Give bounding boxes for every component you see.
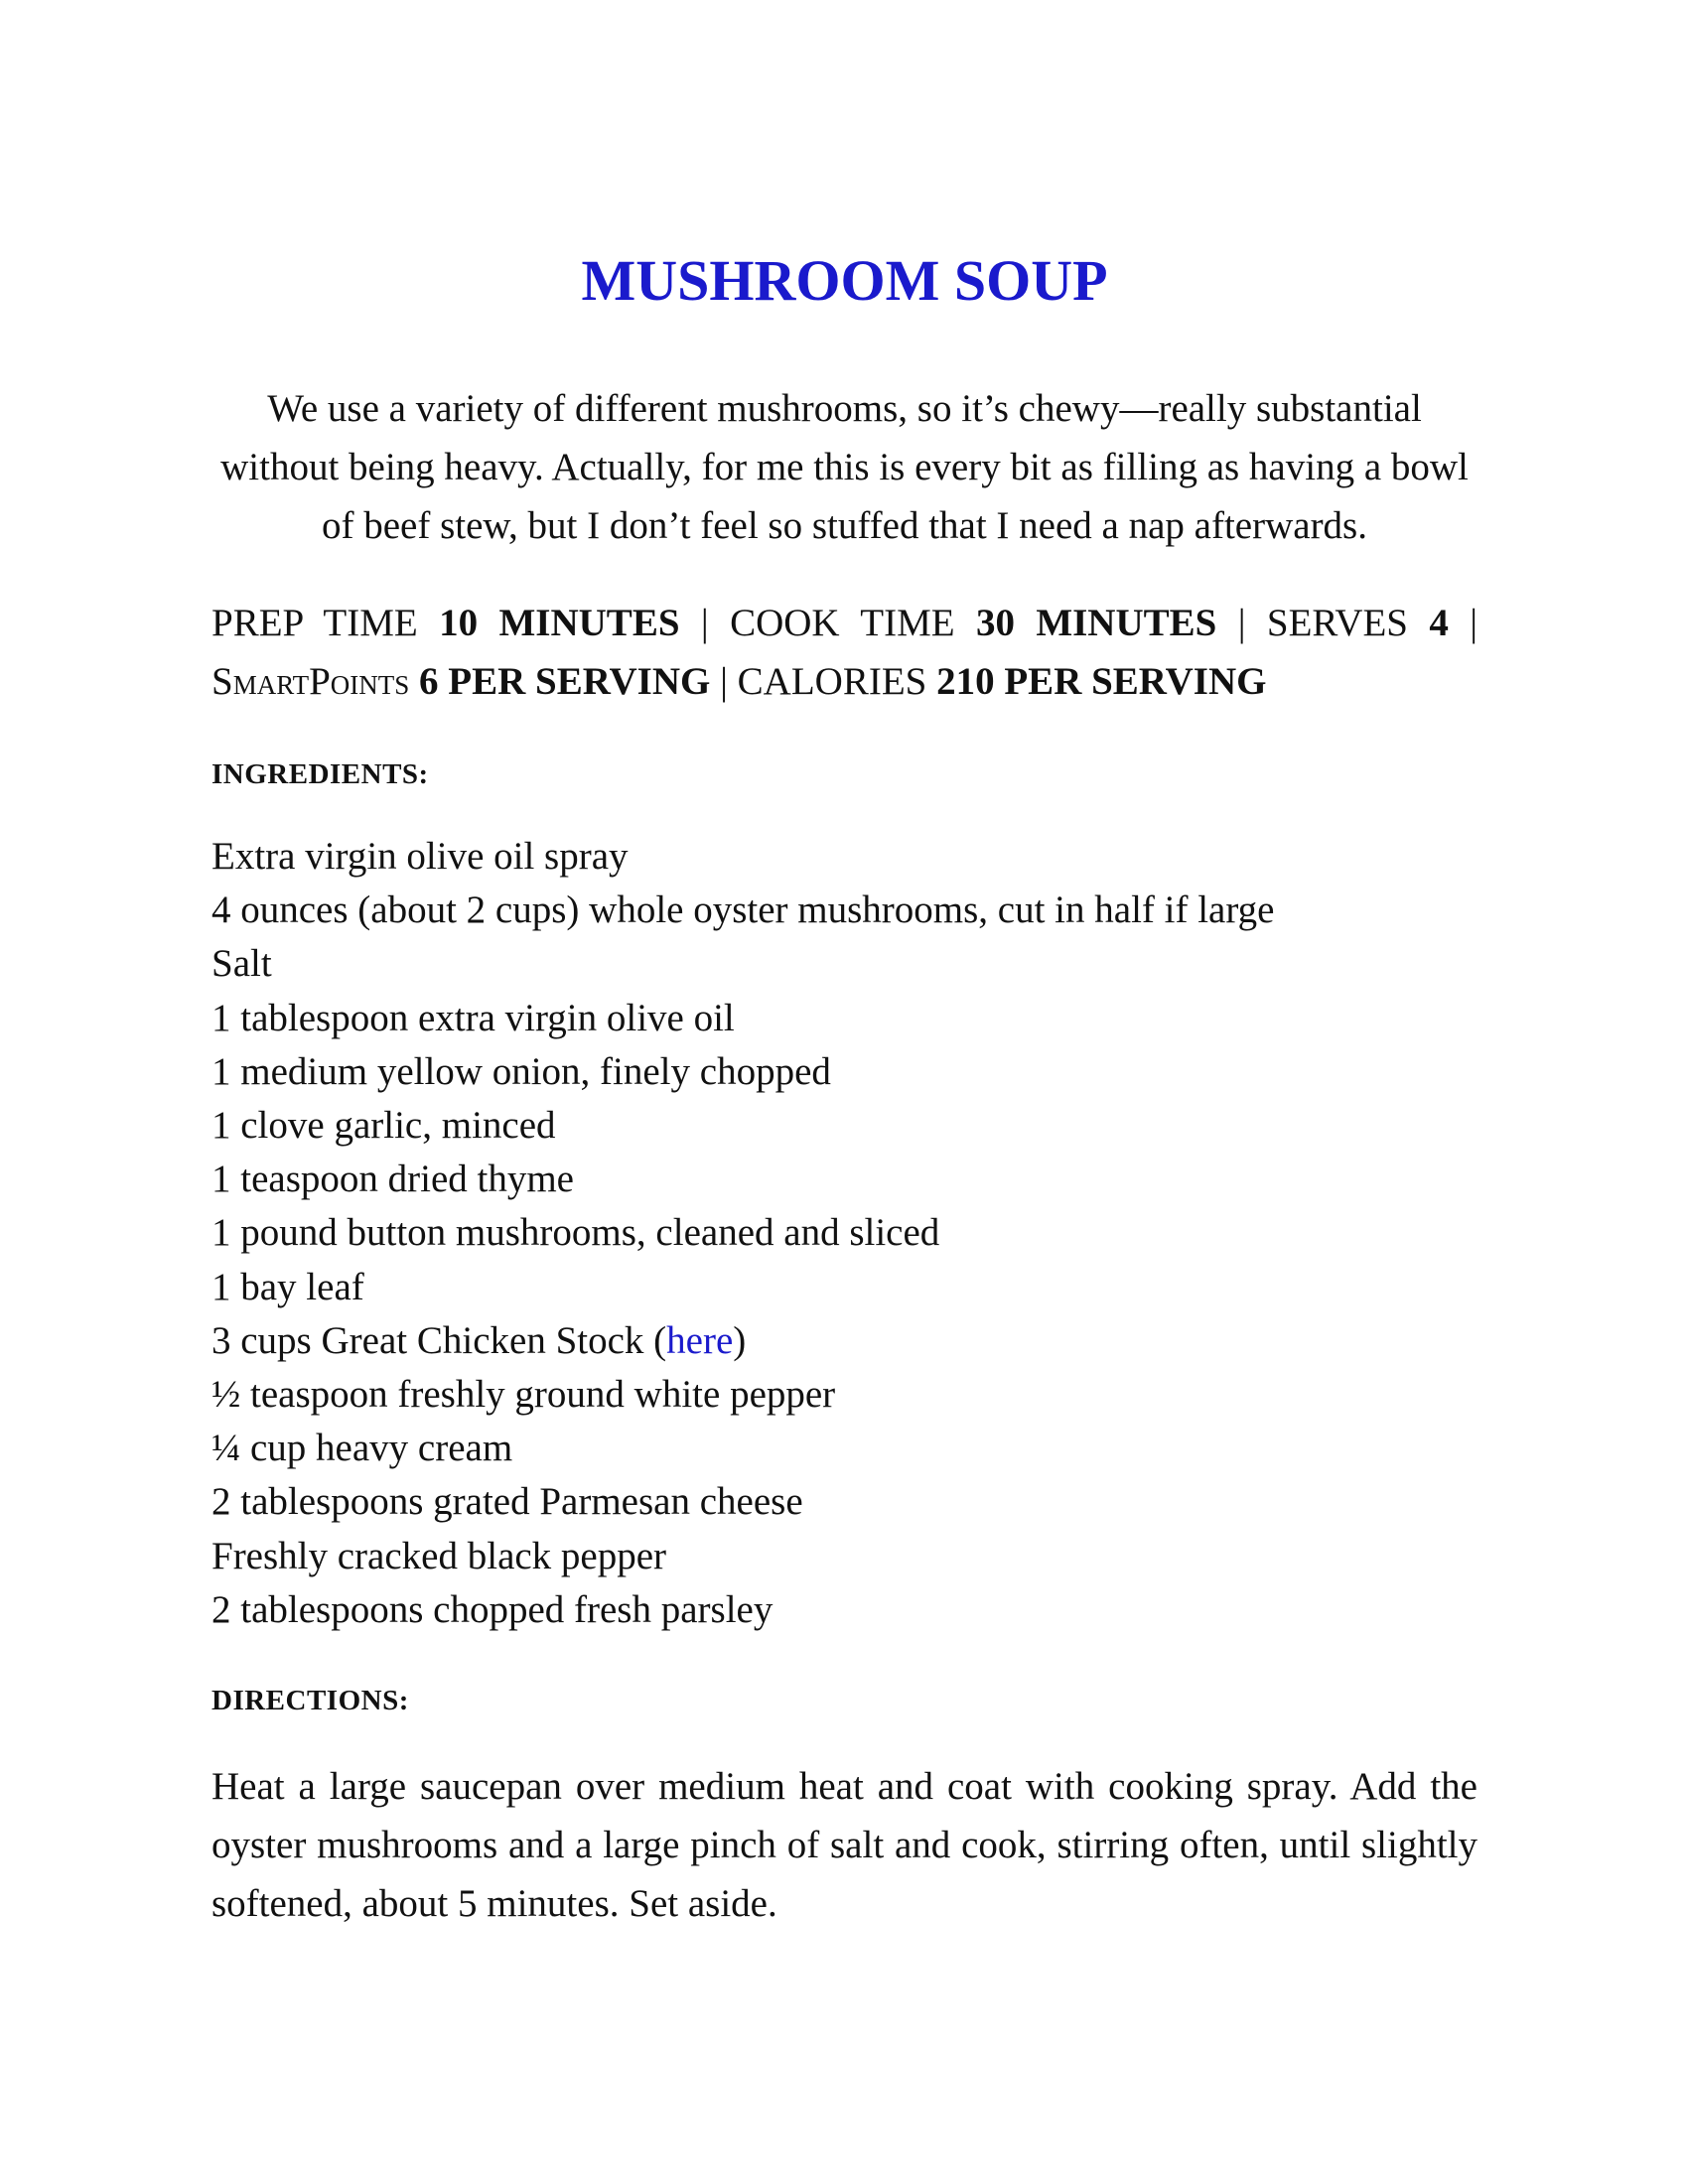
ingredient-item: 1 pound button mushrooms, cleaned and sliced — [211, 1211, 940, 1255]
ingredient-item-stock — [211, 1314, 1477, 1368]
ingredient-item: Salt — [211, 942, 272, 986]
meta-separator: | — [720, 660, 728, 703]
calories-value: 210 PER SERVING — [936, 660, 1267, 703]
serves-value: 4 — [1429, 602, 1449, 644]
prep-time-value: 10 MINUTES — [439, 602, 680, 644]
ingredient-item: 1 tablespoon extra virgin olive oil — [211, 996, 735, 1039]
ingredient-item: 2 tablespoons grated Parmesan cheese — [211, 1480, 803, 1524]
meta-separator: | — [1470, 602, 1478, 644]
meta-separator: | — [1237, 602, 1246, 644]
ingredients-heading: INGREDIENTS: — [211, 758, 429, 790]
ingredient-item: 1 clove garlic, minced — [211, 1104, 556, 1148]
meta-separator: | — [700, 602, 709, 644]
ingredient-item: Freshly cracked black pepper — [211, 1534, 667, 1577]
ingredient-item: 4 ounces (about 2 cups) whole oyster mushrooms, cut in half if large — [211, 888, 1275, 932]
stock-close-paren: ) — [733, 1318, 747, 1362]
directions-heading: DIRECTIONS: — [211, 1685, 409, 1716]
ingredient-item: ¼ cup heavy cream — [211, 1427, 513, 1470]
cook-time-value: 30 MINUTES — [975, 602, 1217, 644]
ingredients-list — [211, 830, 1477, 1637]
ingredient-item: 1 medium yellow onion, finely chopped — [211, 1049, 831, 1093]
ingredient-item: Extra virgin olive oil spray — [211, 835, 629, 878]
serves-label: SERVES — [1266, 602, 1409, 644]
recipe-title: MUSHROOM SOUP — [581, 248, 1108, 313]
prep-time-label: PREP TIME — [211, 602, 418, 644]
stock-text: 3 cups Great Chicken Stock ( — [211, 1318, 667, 1362]
ingredient-item: 2 tablespoons chopped fresh parsley — [211, 1587, 774, 1631]
stock-recipe-link[interactable]: here — [666, 1318, 734, 1362]
calories-label: CALORIES — [737, 660, 927, 703]
ingredient-item: 1 bay leaf — [211, 1265, 364, 1308]
smartpoints-value: 6 PER SERVING — [419, 660, 711, 703]
recipe-meta — [211, 594, 1477, 711]
directions-text: Heat a large saucepan over medium heat and coat with cooking spray. Add the oyster mushrooms and a large pinch of salt and cook, stirring often, until slightly softened, about 5 minutes. Set aside. — [211, 1765, 1477, 1925]
ingredient-item: ½ teaspoon freshly ground white pepper — [211, 1373, 836, 1417]
recipe-intro: We use a variety of different mushrooms, so it’s chewy—really substantial without being heavy. Actually, for me this is every bit as filling as having a bowl of beef stew, but I don’t feel so stuffed that I need a nap afterwards. — [220, 387, 1469, 547]
cook-time-label: COOK TIME — [730, 602, 955, 644]
ingredient-item: 1 teaspoon dried thyme — [211, 1158, 574, 1201]
smartpoints-label: SmartPoints — [211, 660, 410, 703]
